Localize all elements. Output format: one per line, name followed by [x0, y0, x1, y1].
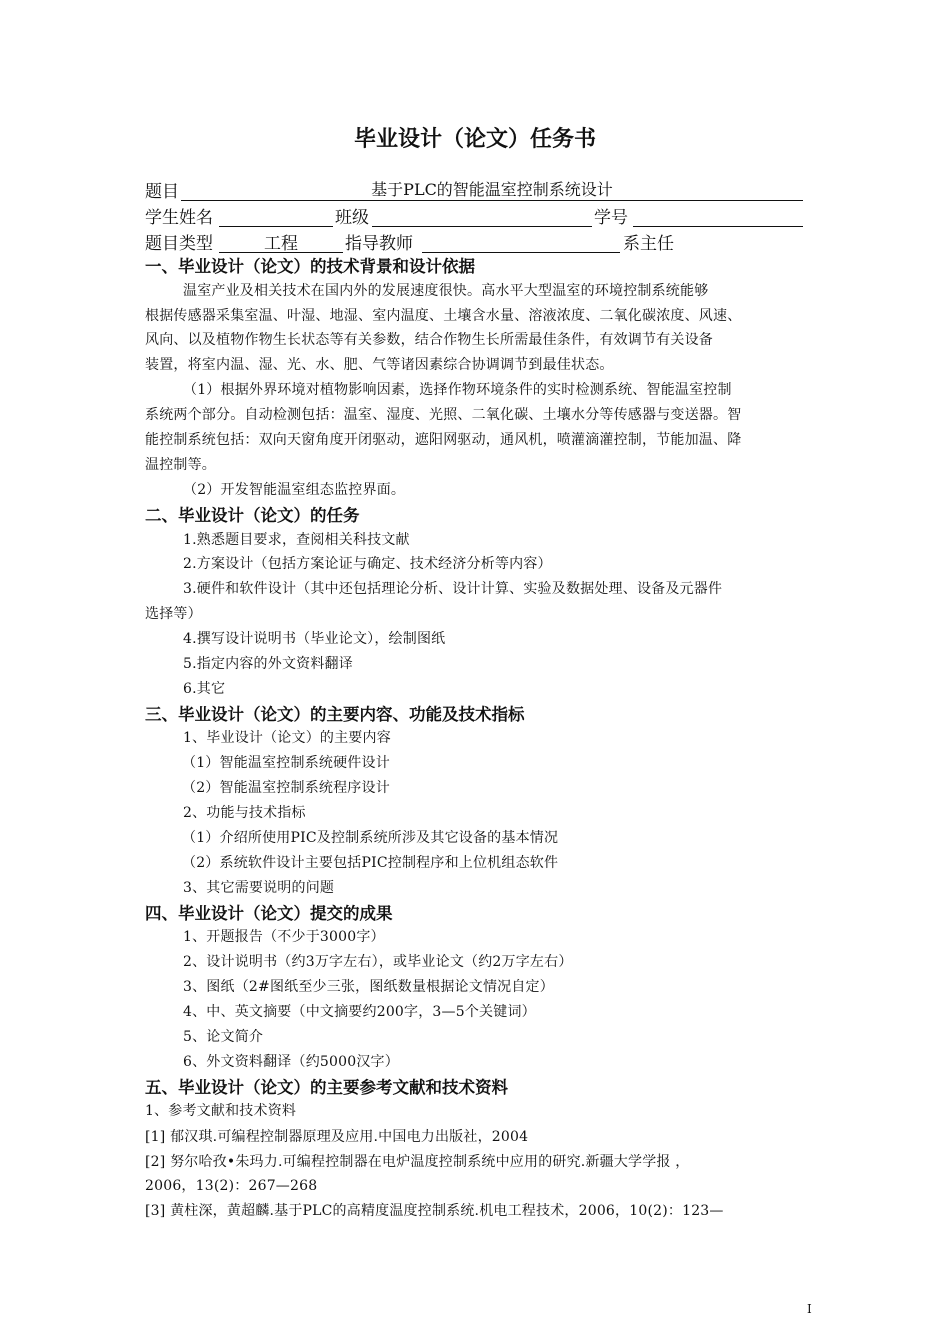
section-2-line: 6.其它	[183, 681, 226, 697]
section-2-line: 4.撰写设计说明书（毕业论文），绘制图纸	[183, 631, 446, 647]
section-2-line: 选择等）	[145, 606, 202, 622]
section-1-line: （1）根据外界环境对植物影响因素，选择作物环境条件的实时检测系统、智能温室控制	[183, 382, 732, 398]
section-3-line: 2、功能与技术指标	[183, 805, 306, 821]
topic-row	[145, 177, 805, 201]
advisor-label: 指导教师	[345, 234, 413, 254]
student-id-field[interactable]	[633, 203, 803, 227]
page-number: I	[807, 1302, 812, 1316]
topic-value[interactable]: 基于PLC的智能温室控制系统设计	[181, 177, 803, 201]
section-1-line: 风向、以及植物作物生长状态等有关参数，结合作物生长所需最佳条件，有效调节有关设备	[145, 332, 713, 348]
topic-label: 题目	[145, 182, 179, 202]
section-4-line: 3、图纸（2#图纸至少三张，图纸数量根据论文情况自定）	[183, 979, 554, 995]
student-name-field[interactable]	[219, 203, 333, 227]
section-2-heading: 二、毕业设计（论文）的任务	[145, 506, 360, 525]
section-3-line: （2）系统软件设计主要包括PIC控制程序和上位机组态软件	[182, 855, 559, 871]
dept-head-label: 系主任	[623, 234, 674, 254]
topic-type-label: 题目类型	[145, 234, 213, 254]
section-4-line: 6、外文资料翻译（约5000汉字）	[183, 1054, 399, 1070]
section-2-line: 5.指定内容的外文资料翻译	[183, 656, 353, 672]
section-1-line: （2）开发智能温室组态监控界面。	[183, 482, 406, 498]
student-name-label: 学生姓名	[145, 208, 213, 228]
section-1-line: 系统两个部分。自动检测包括：温室、湿度、光照、二氧化碳、土壤水分等传感器与变送器。智	[145, 407, 742, 423]
section-4-line: 2、设计说明书（约3万字左右），或毕业论文（约2万字左右）	[183, 954, 573, 970]
section-3-line: （2）智能温室控制系统程序设计	[182, 780, 390, 796]
section-3-line: （1）介绍所使用PIC及控制系统所涉及其它设备的基本情况	[182, 830, 559, 846]
section-4-heading: 四、毕业设计（论文）提交的成果	[145, 904, 393, 923]
section-1-line: 装置，将室内温、湿、光、水、肥、气等诸因素综合协调调节到最佳状态。	[145, 357, 614, 373]
section-2-line: 1.熟悉题目要求，查阅相关科技文献	[183, 532, 410, 548]
reference-line: [2] 努尔哈孜•朱玛力.可编程控制器在电炉温度控制系统中应用的研究.新疆大学学报 ，	[145, 1154, 690, 1170]
section-3-line: 1、毕业设计（论文）的主要内容	[183, 730, 391, 746]
section-3-line: 3、其它需要说明的问题	[183, 880, 335, 896]
student-row	[145, 203, 805, 227]
class-label: 班级	[335, 208, 369, 228]
student-id-label: 学号	[594, 208, 628, 228]
reference-line: [3] 黄柱深，黄超麟.基于PLC的高精度温度控制系统.机电工程技术，2006，10(2)：123—	[145, 1203, 724, 1219]
reference-line: [1] 郁汉琪.可编程控制器原理及应用.中国电力出版社，2004	[145, 1129, 529, 1145]
section-1-heading: 一、毕业设计（论文）的技术背景和设计依据	[145, 257, 475, 276]
section-3-heading: 三、毕业设计（论文）的主要内容、功能及技术指标	[145, 705, 525, 724]
section-2-line: 2.方案设计（包括方案论证与确定、技术经济分析等内容）	[183, 556, 552, 572]
reference-line: 2006，13(2)：267—268	[145, 1178, 318, 1194]
document-title: 毕业设计（论文）任务书	[353, 127, 596, 152]
topic-type-field[interactable]: 工程	[219, 229, 343, 253]
section-3-line: （1）智能温室控制系统硬件设计	[182, 755, 390, 771]
section-2-line: 3.硬件和软件设计（其中还包括理论分析、设计计算、实验及数据处理、设备及元器件	[183, 581, 723, 597]
section-1-line: 能控制系统包括：双向天窗角度开闭驱动，遮阳网驱动，通风机，喷灌滴灌控制，节能加温、降	[145, 432, 742, 448]
class-field[interactable]	[372, 203, 592, 227]
section-4-line: 1、开题报告（不少于3000字）	[183, 929, 385, 945]
section-4-line: 4、中、英文摘要（中文摘要约200字，3—5个关键词）	[183, 1004, 536, 1020]
section-4-line: 5、论文简介	[183, 1029, 264, 1045]
type-row	[145, 229, 805, 253]
section-5-heading: 五、毕业设计（论文）的主要参考文献和技术资料	[145, 1078, 508, 1097]
reference-line: 1、参考文献和技术资料	[145, 1103, 297, 1119]
section-1-line: 根据传感器采集室温、叶湿、地湿、室内温度、土壤含水量、溶液浓度、二氧化碳浓度、风速、	[145, 308, 742, 324]
section-1-line: 温控制等。	[145, 457, 216, 473]
section-1-line: 温室产业及相关技术在国内外的发展速度很快。高水平大型温室的环境控制系统能够	[183, 283, 709, 299]
advisor-field[interactable]	[422, 229, 620, 253]
